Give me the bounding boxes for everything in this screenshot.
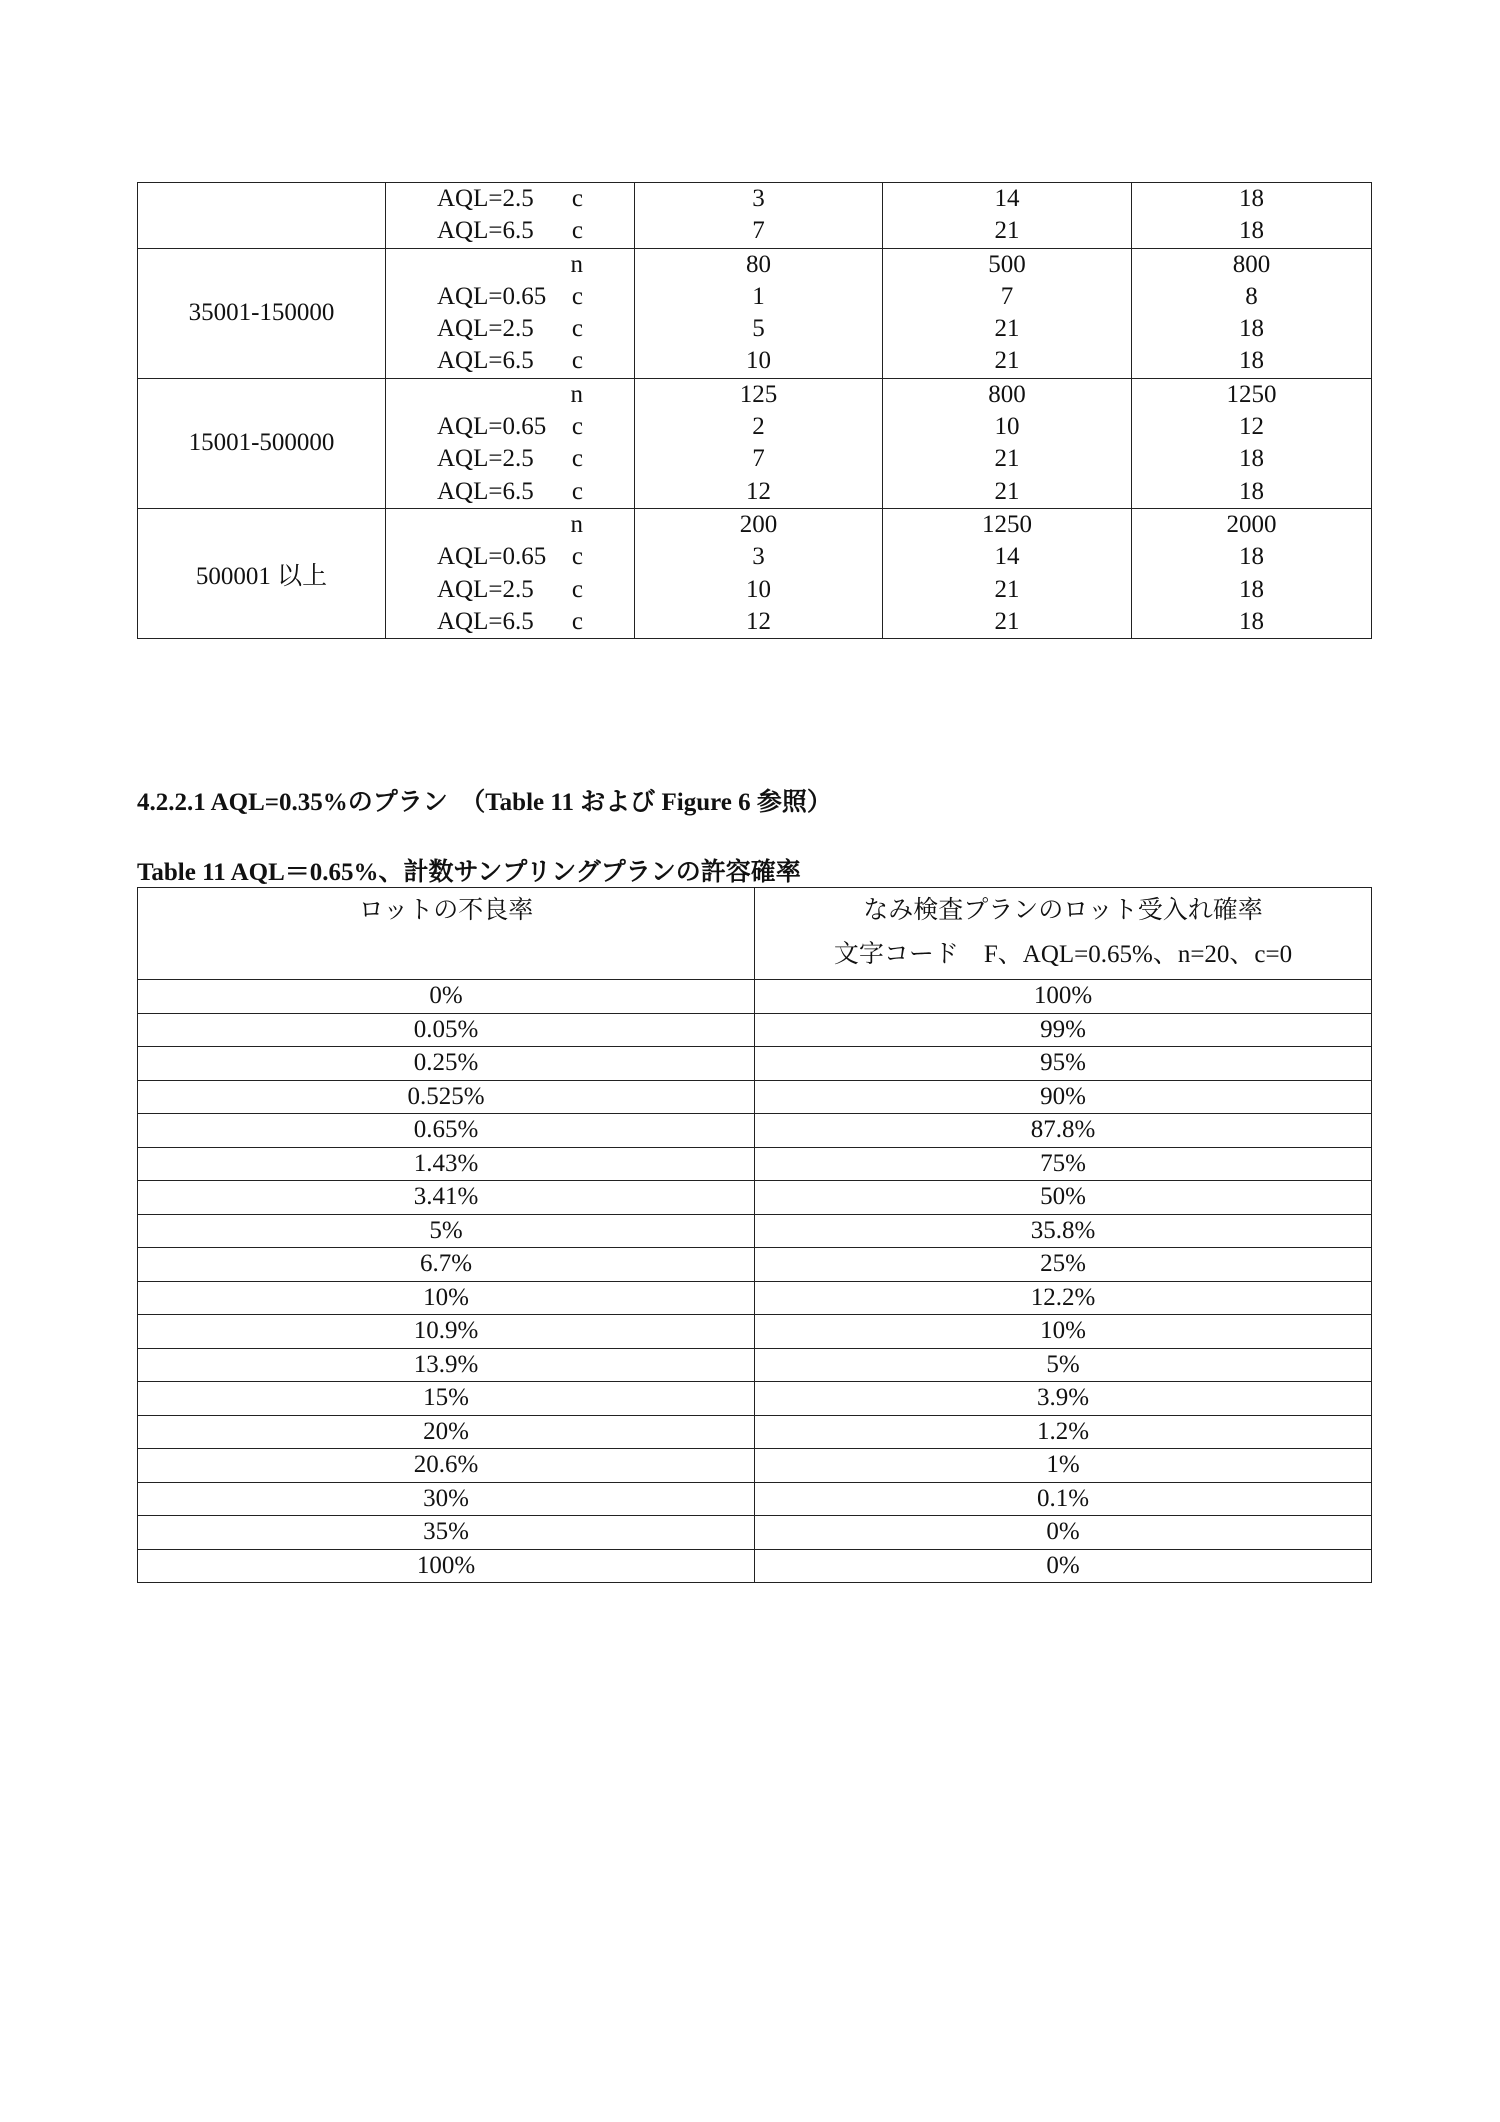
aql-level: AQL=6.5 xyxy=(437,477,534,505)
value-line: 5 xyxy=(752,315,765,343)
aql-variable: n xyxy=(570,380,583,408)
aql-level: AQL=2.5 xyxy=(437,315,534,343)
aql-label-line xyxy=(386,574,634,606)
aql-label-line xyxy=(386,443,634,475)
lot-size-cell: 500001 以上 xyxy=(138,508,386,638)
aql-level: AQL=6.5 xyxy=(437,347,534,375)
table-row xyxy=(138,1214,1372,1248)
acceptance-probability-cell: 75% xyxy=(755,1147,1372,1181)
acceptance-probability-cell: 1.2% xyxy=(755,1415,1372,1449)
table-row xyxy=(138,1013,1372,1047)
defect-rate-cell: 0.25% xyxy=(138,1047,755,1081)
value-line: 7 xyxy=(752,445,765,473)
value-line: 12 xyxy=(1239,413,1264,441)
header-right-line1: なみ検査プランのロット受入れ確率 xyxy=(863,897,1263,924)
aql-level: AQL=0.65 xyxy=(437,543,547,571)
value-line: 21 xyxy=(994,347,1020,375)
acceptance-probability-cell: 3.9% xyxy=(755,1382,1372,1416)
aql-label-line xyxy=(386,509,634,541)
defect-rate-cell: 0% xyxy=(138,980,755,1014)
table-group-row xyxy=(138,183,1372,249)
table-row xyxy=(138,1147,1372,1181)
aql-level: AQL=2.5 xyxy=(437,185,534,212)
value-cell xyxy=(883,183,1132,249)
value-line: 3 xyxy=(752,543,765,571)
value-line: 18 xyxy=(1239,445,1264,473)
value-cell xyxy=(883,378,1132,508)
value-line: 21 xyxy=(994,217,1020,245)
defect-rate-cell: 10.9% xyxy=(138,1315,755,1349)
acceptance-probability-cell: 0% xyxy=(755,1549,1372,1583)
aql-variable: c xyxy=(571,282,583,310)
value-line: 2 xyxy=(752,413,765,441)
lot-size-cell: 15001-500000 xyxy=(138,378,386,508)
table-group-row xyxy=(138,378,1372,508)
value-line: 200 xyxy=(739,510,778,538)
acceptance-probability-cell: 25% xyxy=(755,1248,1372,1282)
acceptance-probability-cell: 12.2% xyxy=(755,1281,1372,1315)
aql-variable: c xyxy=(571,607,583,635)
acceptance-probability-cell: 5% xyxy=(755,1348,1372,1382)
value-cell xyxy=(635,508,883,638)
value-line: 18 xyxy=(1239,347,1264,375)
aql-level xyxy=(437,509,565,541)
acceptance-probability-table xyxy=(137,887,1372,1583)
value-line: 18 xyxy=(1239,575,1264,603)
value-cell xyxy=(635,378,883,508)
aql-level: AQL=2.5 xyxy=(437,445,534,473)
aql-label-line xyxy=(386,411,634,443)
aql-label-line xyxy=(386,379,634,411)
aql-label-line xyxy=(386,281,634,313)
aql-label-line xyxy=(386,541,634,573)
table-row xyxy=(138,1047,1372,1081)
defect-rate-cell: 35% xyxy=(138,1516,755,1550)
value-line: 7 xyxy=(1000,282,1014,310)
aql-level: AQL=0.65 xyxy=(437,282,547,310)
value-line: 14 xyxy=(994,543,1020,571)
value-line: 1 xyxy=(752,282,765,310)
aql-variable: n xyxy=(570,250,583,278)
value-line: 10 xyxy=(746,347,771,375)
value-line: 2000 xyxy=(1226,510,1277,538)
lot-size-cell xyxy=(138,183,386,249)
value-line: 21 xyxy=(994,477,1020,505)
value-line: 21 xyxy=(994,445,1020,473)
acceptance-probability-cell: 100% xyxy=(755,980,1372,1014)
value-line: 21 xyxy=(994,607,1020,635)
value-line: 8 xyxy=(1245,282,1258,310)
defect-rate-cell: 5% xyxy=(138,1214,755,1248)
aql-label-cell xyxy=(386,183,635,249)
defect-rate-cell: 0.525% xyxy=(138,1080,755,1114)
acceptance-probability-cell: 95% xyxy=(755,1047,1372,1081)
table-header-row xyxy=(138,888,1372,980)
acceptance-probability-cell: 0.1% xyxy=(755,1482,1372,1516)
aql-level xyxy=(437,379,565,411)
aql-label-line xyxy=(386,345,634,377)
value-line: 12 xyxy=(746,607,771,635)
aql-label-line xyxy=(386,249,634,281)
value-line: 18 xyxy=(1239,477,1264,505)
value-line: 18 xyxy=(1239,217,1264,245)
aql-variable: c xyxy=(571,185,583,212)
value-line: 1250 xyxy=(1226,380,1277,408)
value-line: 800 xyxy=(988,380,1026,408)
value-cell xyxy=(883,508,1132,638)
aql-variable: c xyxy=(571,413,583,441)
value-line: 125 xyxy=(739,380,778,408)
aql-variable: c xyxy=(571,217,583,245)
header-right-line2: 文字コード F、AQL=0.65%、n=20、c=0 xyxy=(833,941,1293,968)
defect-rate-cell: 10% xyxy=(138,1281,755,1315)
acceptance-probability-cell: 0% xyxy=(755,1516,1372,1550)
aql-variable: c xyxy=(571,315,583,343)
aql-level: AQL=0.65 xyxy=(437,413,547,441)
aql-variable: c xyxy=(571,543,583,571)
table-group-row xyxy=(138,508,1372,638)
aql-label-line xyxy=(386,183,634,215)
defect-rate-cell: 3.41% xyxy=(138,1181,755,1215)
aql-variable: n xyxy=(570,510,583,538)
defect-rate-cell: 6.7% xyxy=(138,1248,755,1282)
table-row xyxy=(138,1549,1372,1583)
header-lot-defect-rate xyxy=(138,888,755,980)
table-row xyxy=(138,1315,1372,1349)
value-line: 80 xyxy=(746,250,771,278)
aql-label-cell xyxy=(386,378,635,508)
table-row xyxy=(138,1415,1372,1449)
defect-rate-cell: 13.9% xyxy=(138,1348,755,1382)
header-left-text: ロットの不良率 xyxy=(358,897,534,924)
table-row xyxy=(138,1248,1372,1282)
value-cell xyxy=(1132,508,1372,638)
defect-rate-cell: 15% xyxy=(138,1382,755,1416)
value-line: 1250 xyxy=(982,510,1032,538)
value-cell xyxy=(883,248,1132,378)
value-line: 18 xyxy=(1239,185,1264,212)
value-line: 800 xyxy=(1232,250,1271,278)
table-row xyxy=(138,1382,1372,1416)
aql-variable: c xyxy=(571,445,583,473)
value-cell xyxy=(635,183,883,249)
acceptance-probability-cell: 1% xyxy=(755,1449,1372,1483)
aql-level xyxy=(437,249,565,281)
value-line: 7 xyxy=(752,217,765,245)
value-line: 10 xyxy=(994,413,1020,441)
aql-level: AQL=6.5 xyxy=(437,217,534,245)
sampling-plan-table xyxy=(137,182,1372,639)
value-line: 10 xyxy=(746,575,771,603)
acceptance-probability-cell: 35.8% xyxy=(755,1214,1372,1248)
aql-label-line xyxy=(386,606,634,638)
defect-rate-cell: 20% xyxy=(138,1415,755,1449)
table-group-row xyxy=(138,248,1372,378)
aql-level: AQL=2.5 xyxy=(437,575,534,603)
table-row xyxy=(138,1482,1372,1516)
acceptance-probability-cell: 50% xyxy=(755,1181,1372,1215)
value-line: 18 xyxy=(1239,607,1264,635)
value-line: 3 xyxy=(752,185,765,212)
value-line: 18 xyxy=(1239,543,1264,571)
aql-label-cell xyxy=(386,248,635,378)
table-row xyxy=(138,980,1372,1014)
defect-rate-cell: 0.65% xyxy=(138,1114,755,1148)
value-line: 12 xyxy=(746,477,771,505)
section-heading: 4.2.2.1 AQL=0.35%のプラン （Table 11 および Figure 6 参照） xyxy=(137,789,832,816)
value-line: 21 xyxy=(994,575,1020,603)
defect-rate-cell: 100% xyxy=(138,1549,755,1583)
aql-label-cell xyxy=(386,508,635,638)
value-cell xyxy=(1132,183,1372,249)
acceptance-probability-cell: 87.8% xyxy=(755,1114,1372,1148)
table-row xyxy=(138,1281,1372,1315)
table-row xyxy=(138,1114,1372,1148)
acceptance-probability-cell: 90% xyxy=(755,1080,1372,1114)
aql-label-line xyxy=(386,476,634,508)
value-cell xyxy=(1132,378,1372,508)
aql-level: AQL=6.5 xyxy=(437,607,534,635)
value-cell xyxy=(635,248,883,378)
defect-rate-cell: 1.43% xyxy=(138,1147,755,1181)
aql-variable: c xyxy=(571,477,583,505)
acceptance-probability-cell: 10% xyxy=(755,1315,1372,1349)
defect-rate-cell: 0.05% xyxy=(138,1013,755,1047)
aql-variable: c xyxy=(571,575,583,603)
table-row xyxy=(138,1080,1372,1114)
value-line: 21 xyxy=(994,315,1020,343)
header-acceptance-probability xyxy=(755,888,1372,980)
defect-rate-cell: 30% xyxy=(138,1482,755,1516)
table-row xyxy=(138,1449,1372,1483)
value-cell xyxy=(1132,248,1372,378)
aql-label-line xyxy=(386,313,634,345)
lot-size-cell: 35001-150000 xyxy=(138,248,386,378)
value-line: 14 xyxy=(994,185,1020,212)
table-caption: Table 11 AQL＝0.65%、計数サンプリングプランの許容確率 xyxy=(137,859,801,886)
table-row xyxy=(138,1181,1372,1215)
defect-rate-cell: 20.6% xyxy=(138,1449,755,1483)
table-row xyxy=(138,1348,1372,1382)
value-line: 18 xyxy=(1239,315,1264,343)
value-line: 500 xyxy=(988,250,1026,278)
aql-label-line xyxy=(386,215,634,247)
table-row xyxy=(138,1516,1372,1550)
aql-variable: c xyxy=(571,347,583,375)
acceptance-probability-cell: 99% xyxy=(755,1013,1372,1047)
